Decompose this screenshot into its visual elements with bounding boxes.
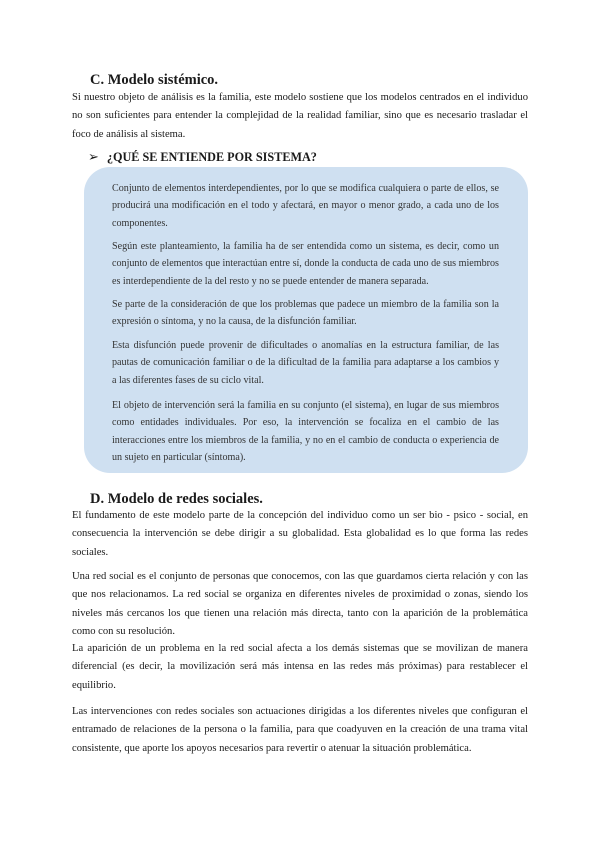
box-paragraph: El objeto de intervención será la familia en su conjunto (el sistema), en lugar de sus miembros como entidades individuales. Por eso, la intervención se focaliza en el cambio de las interacciones entre los miembros de la familia, y no en el cambio de conducta o experiencia de un sujeto en particular (síntoma). bbox=[112, 400, 499, 464]
box-paragraph: Se parte de la consideración de que los problemas que padece un miembro de la familia son la expresión o síntoma, y no la causa, de la disfunción familiar. bbox=[112, 299, 499, 328]
section-d-paragraph: Las intervenciones con redes sociales son actuaciones dirigidas a los diferentes niveles que configuran el entramado de relaciones de la persona o la familia, para que coadyuven en la creación de una trama vital consistente, que aporte los apoyos necesarios para revertir o atenuar la situación problemática. bbox=[72, 706, 528, 754]
arrow-bullet-icon: ➢ bbox=[88, 149, 99, 164]
section-d-paragraph: La aparición de un problema en la red social afecta a los demás sistemas que se movilizan de manera diferencial (es decir, la movilización será más intensa en las redes más próximas) para restablecer el equilibrio. bbox=[72, 643, 528, 691]
section-d-paragraph: El fundamento de este modelo parte de la concepción del individuo como un ser bio - psico - social, en consecuencia la intervención se debe dirigir a su globalidad. Esta globalidad es lo que forma las redes sociales. bbox=[72, 510, 528, 558]
system-question-text: ¿QUÉ SE ENTIENDE POR SISTEMA? bbox=[106, 149, 317, 164]
section-d-paragraph: Una red social es el conjunto de personas que conocemos, con las que guardamos cierta relación y con las que nos relacionamos. La red social se organiza en diferentes niveles de proximidad o zonas, siendo los niveles más cercanos los que tienen una relación más directa, tanto con la aparición de la problemática como con su resolución. bbox=[72, 571, 528, 638]
box-paragraph: Según este planteamiento, la familia ha de ser entendida como un sistema, es decir, como un conjunto de elementos que interactúan entre sí, donde la conducta de cada uno de sus miembros es interdependiente de la del resto y no se puede entender de manera separada. bbox=[112, 241, 499, 287]
section-c-intro: Si nuestro objeto de análisis es la familia, este modelo sostiene que los modelos centrados en el individuo no son suficientes para entender la complejidad de la realidad familiar, sino que es necesario trasladar el foco de análisis al sistema. bbox=[72, 92, 528, 140]
box-paragraph: Conjunto de elementos interdependientes, por lo que se modifica cualquiera o parte de ellos, se producirá una modificación en el todo y afectará, en mayor o menor grado, a cada uno de los componentes. bbox=[112, 183, 499, 229]
section-d-title: D. Modelo de redes sociales. bbox=[90, 491, 263, 507]
system-question-heading bbox=[88, 149, 317, 165]
section-c-title: C. Modelo sistémico. bbox=[90, 72, 219, 88]
box-paragraph: Esta disfunción puede provenir de dificultades o anomalías en la estructura familiar, de las pautas de comunicación familiar o de la dificultad de la familia para adaptarse a los cambios y a las diferentes fases de su ciclo vital. bbox=[112, 340, 499, 386]
